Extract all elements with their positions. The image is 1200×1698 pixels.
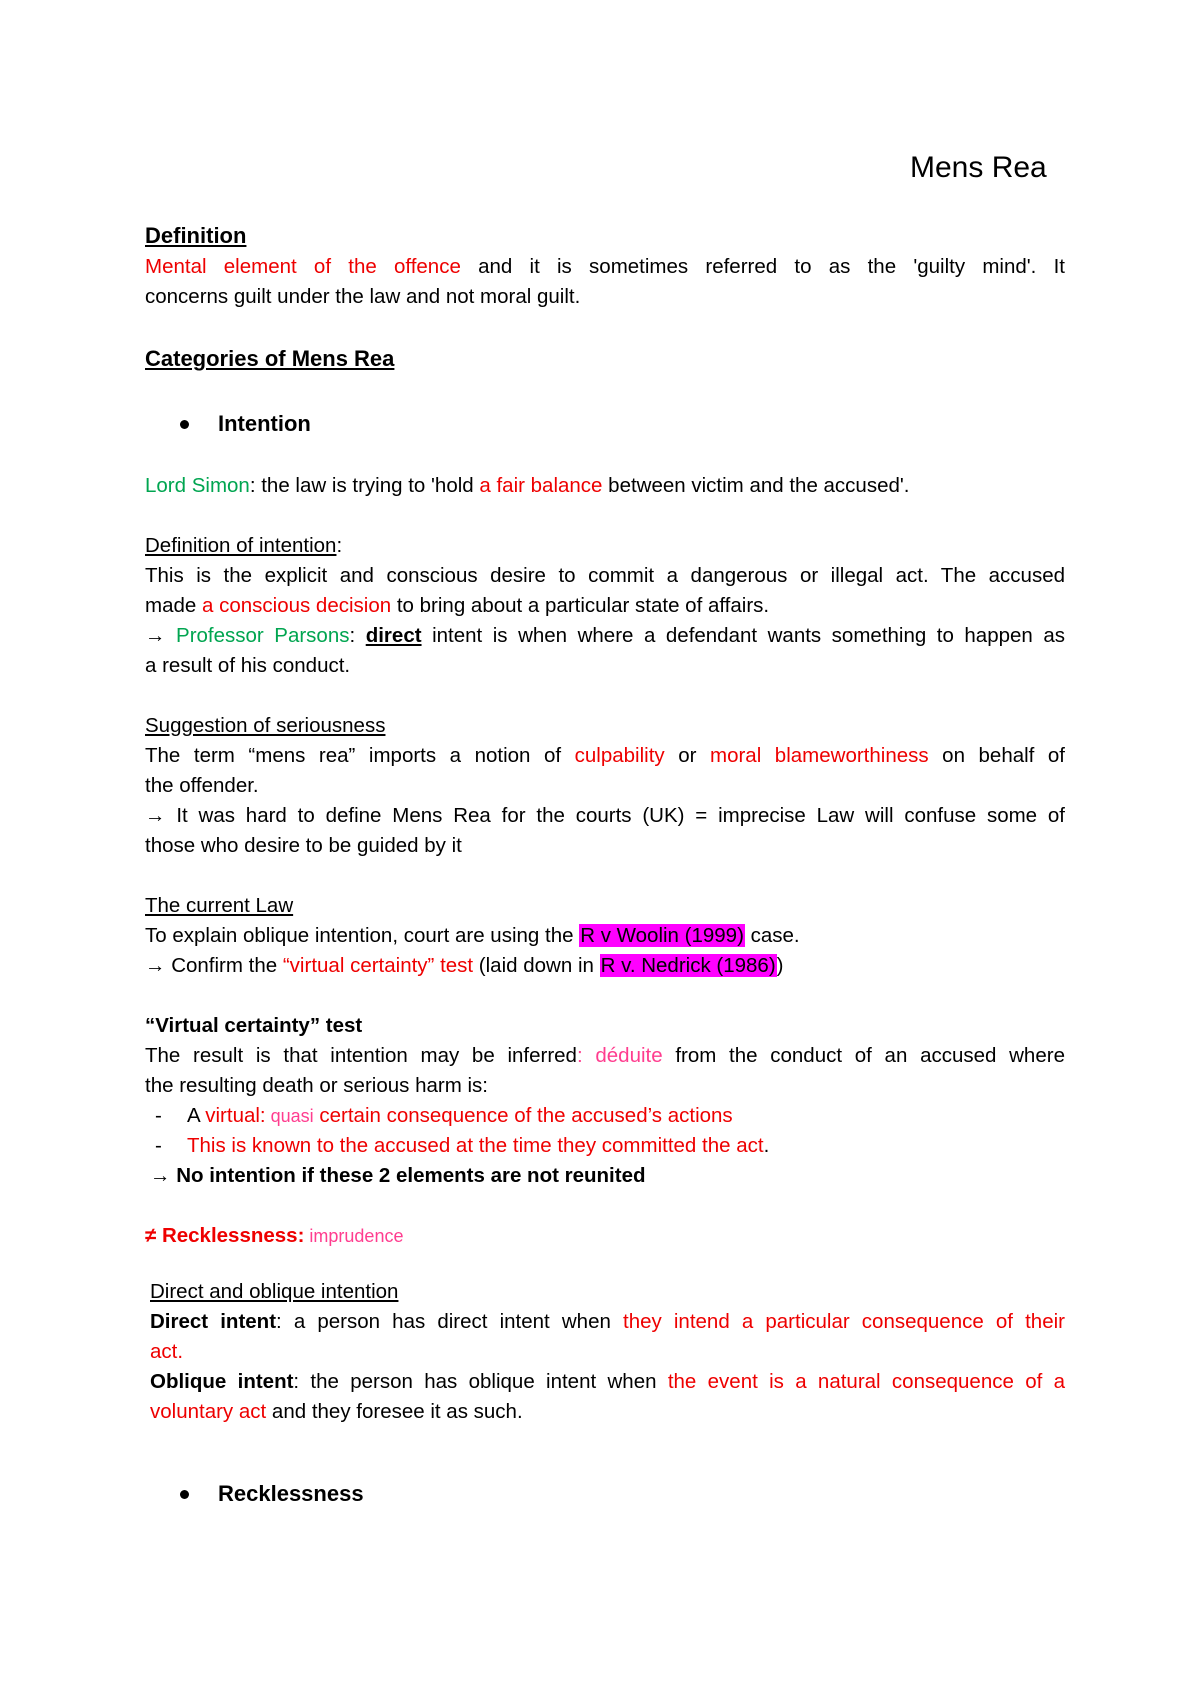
seriousness-text-3: → It was hard to define Mens Rea for the courts (UK) = imprecise Law will confuse some of [145, 804, 1065, 827]
lord-simon-line [145, 472, 910, 500]
colon: : [576, 1044, 596, 1067]
seriousness-text-1: The term “mens rea” imports a notion of [145, 744, 575, 767]
vc-list-item-1 [187, 1102, 733, 1130]
intention-heading: Intention [218, 411, 311, 436]
oblique-intent-label: Oblique intent [150, 1370, 294, 1393]
oblique-intent-red: the event is a natural consequence of a [667, 1370, 1066, 1393]
parsons-line-1 [145, 622, 1065, 650]
direct-intent-line-2: act. [150, 1340, 184, 1363]
parsons-name: Professor Parsons [176, 624, 350, 647]
seriousness-heading: Suggestion of seriousness [145, 714, 386, 737]
deduite-term: déduite [595, 1044, 663, 1067]
current-law-line-1 [145, 922, 800, 950]
current-law-text-4: (laid down in [473, 954, 600, 977]
colon: : [336, 534, 343, 557]
current-law-line-2 [145, 952, 783, 980]
seriousness-line-1 [145, 742, 1065, 770]
virtual-certainty-red: “virtual certainty” test [282, 954, 474, 977]
virtual-certainty-line-2: the resulting death or serious harm is: [145, 1074, 488, 1097]
period: . [763, 1134, 770, 1157]
lord-simon-text-1: : the law is trying to 'hold [249, 474, 480, 497]
arrow-icon: → [145, 624, 177, 647]
vc-item1-red: certain consequence of the accused’s actions [313, 1104, 733, 1127]
intention-def-text-1: This is the explicit and conscious desire to commit a dangerous or illegal act. The accused [145, 564, 1065, 587]
direct-intent-line-1 [150, 1308, 1065, 1336]
intention-def-text-2a: made [145, 594, 202, 617]
imprudence-term: imprudence [304, 1226, 404, 1246]
vc-item1-text: A [187, 1104, 206, 1127]
current-law-text-1: To explain oblique intention, court are using the [145, 924, 580, 947]
current-law-text-3: → Confirm the [145, 954, 283, 977]
oblique-intent-text: : the person has oblique intent when [293, 1370, 668, 1393]
woolin-case-highlight: R v Woolin (1999) [580, 924, 744, 947]
definition-line-1 [145, 253, 1065, 281]
vc-text-2: from the conduct of an accused where [662, 1044, 1065, 1067]
culpability-term: culpability [574, 744, 665, 767]
nedrick-case-highlight: R v. Nedrick (1986) [600, 954, 776, 977]
quasi-term: quasi [265, 1106, 314, 1126]
intention-def-text-2b: to bring about a particular state of affairs. [391, 594, 770, 617]
vc-text-1: The result is that intention may be inferred [145, 1044, 577, 1067]
intention-def-red: a conscious decision [201, 594, 392, 617]
current-law-heading: The current Law [145, 894, 294, 917]
oblique-intent-line-1 [150, 1368, 1065, 1396]
definition-of-intention-heading: Definition of intention [145, 534, 337, 557]
oblique-intent-line-2 [150, 1398, 523, 1426]
parsons-text: intent is when where a defendant wants something to happen as [421, 624, 1065, 647]
recklessness-contrast-line [145, 1222, 403, 1250]
bullet-icon [180, 420, 189, 429]
vc-list-item-2 [187, 1132, 769, 1160]
recklessness-heading: Recklessness [218, 1481, 364, 1506]
bullet-icon [180, 1490, 189, 1499]
lord-simon-text-2: between victim and the accused'. [602, 474, 910, 497]
categories-heading: Categories of Mens Rea [145, 346, 395, 371]
virtual-certainty-line-1 [145, 1042, 1065, 1070]
direct-intent-text: : a person has direct intent when [276, 1310, 623, 1333]
current-law-text-2: case. [744, 924, 800, 947]
direct-intent-label: Direct intent [150, 1310, 277, 1333]
oblique-intent-text-2: and they foresee it as such. [266, 1400, 523, 1423]
dash-icon: - [155, 1104, 162, 1127]
definition-of-intention-line [145, 532, 342, 560]
or-text: or [664, 744, 710, 767]
seriousness-text-2: on behalf of [928, 744, 1066, 767]
seriousness-line-2: the offender. [145, 774, 259, 797]
dash-icon: - [155, 1134, 162, 1157]
parsons-line-2: a result of his conduct. [145, 654, 351, 677]
intention-def-line-2 [145, 592, 769, 620]
lord-simon-name: Lord Simon [145, 474, 250, 497]
colon: : [349, 624, 366, 647]
definition-text: and it is sometimes referred to as the 'guilty mind'. It [478, 255, 1065, 278]
seriousness-line-4: those who desire to be guided by it [145, 834, 462, 857]
direct-term: direct [365, 624, 422, 647]
intention-def-line-1 [145, 562, 1065, 590]
no-intention-line: → No intention if these 2 elements are not reunited [150, 1164, 646, 1187]
not-equal-recklessness: ≠ Recklessness: [145, 1224, 305, 1247]
virtual-certainty-heading: “Virtual certainty” test [145, 1014, 363, 1037]
page-title: Mens Rea [910, 151, 1047, 184]
definition-heading: Definition [145, 223, 247, 248]
direct-oblique-heading: Direct and oblique intention [150, 1280, 399, 1303]
definition-red-text: Mental element of the offence [145, 255, 461, 278]
vc-item2-red: This is known to the accused at the time they committed the act [187, 1134, 764, 1157]
virtual-term: virtual: [205, 1104, 266, 1127]
close-paren: ) [776, 954, 784, 977]
direct-intent-red: they intend a particular consequence of their [623, 1310, 1065, 1333]
definition-line-2: concerns guilt under the law and not moral guilt. [145, 285, 581, 308]
seriousness-line-3 [145, 802, 1065, 830]
voluntary-act-term: voluntary act [150, 1400, 267, 1423]
lord-simon-red: a fair balance [479, 474, 603, 497]
blameworthiness-term: moral blameworthiness [710, 744, 929, 767]
